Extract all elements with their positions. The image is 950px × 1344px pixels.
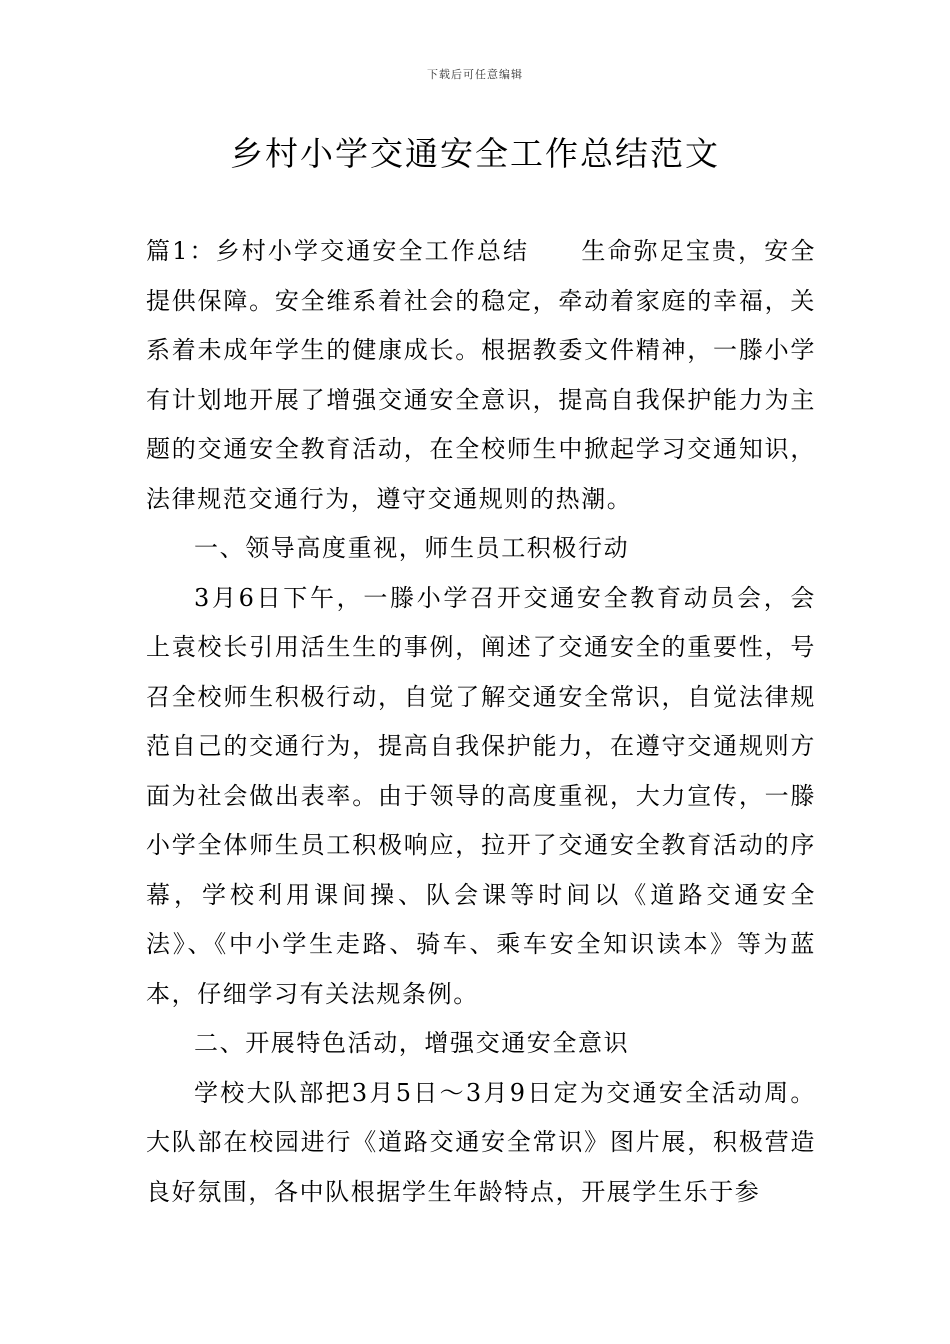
paragraph-section-1: 3月6日下午，一滕小学召开交通安全教育动员会，会上袁校长引用活生生的事例，阐述了交通安全的重要性，号召全校师生积极行动，自觉了解交通安全常识，自觉法律规范自己的交通行为，提高自我保护能力，在遵守交通规则方面为社会做出表率。由于领导的高度重视，大力宣传，一滕小学全体师生员工积极响应，拉开了交通安全教育活动的序幕，学校利用课间操、队会课等时间以《道路交通安全法》、《中小学生走路、骑车、乘车安全知识读本》等为蓝本，仔细学习有关法规条例。 <box>146 583 816 1008</box>
paragraph-intro: 篇1：乡村小学交通安全工作总结 生命弥足宝贵，安全提供保障。安全维系着社会的稳定，牵动着家庭的幸福，关系着未成年学生的健康成长。根据教委文件精神，一滕小学有计划地开展了增强交通安全意识，提高自我保护能力为主题的交通安全教育活动，在全校师生中掀起学习交通知识，法律规范交通行为，遵守交通规则的热潮。 <box>146 237 816 513</box>
document-body <box>146 227 816 1217</box>
header-note: 下载后可任意编辑 <box>427 68 523 81</box>
section-heading-1: 一、领导高度重视，师生员工积极行动 <box>194 534 630 562</box>
section-heading-2: 二、开展特色活动，增强交通安全意识 <box>194 1029 630 1057</box>
document-title: 乡村小学交通安全工作总结范文 <box>230 134 720 173</box>
paragraph-section-2: 学校大队部把3月5日～3月9日定为交通安全活动周。大队部在校园进行《道路交通安全常识》图片展，积极营造良好氛围，各中队根据学生年龄特点，开展学生乐于参 <box>146 1078 816 1206</box>
